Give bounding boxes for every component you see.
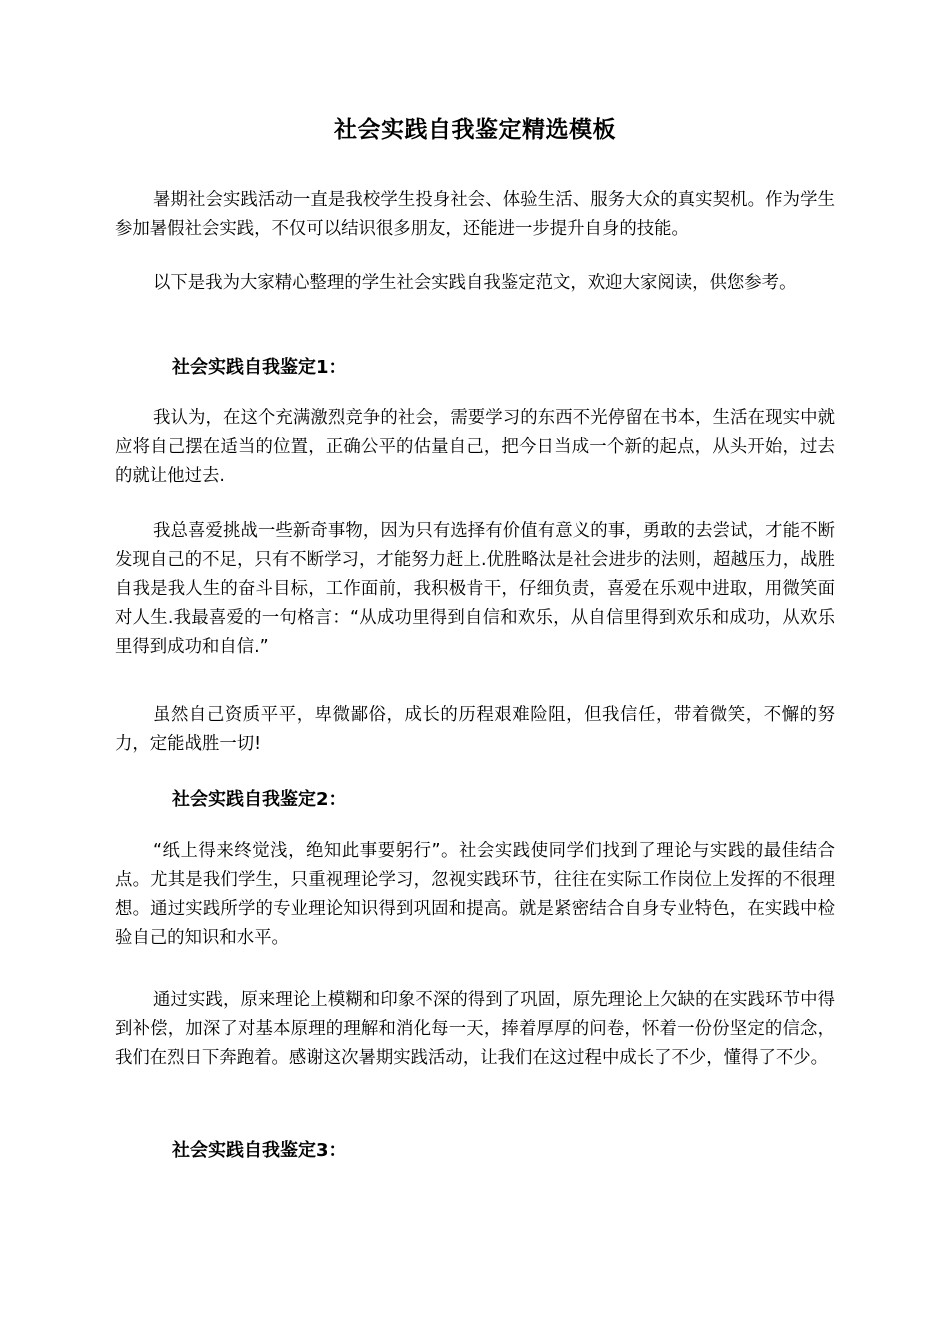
paragraph-section2-1: “纸上得来终觉浅，绝知此事要躬行”。社会实践使同学们找到了理论与实践的最佳结合点。尤其是我们学生，只重视理论学习，忽视实践环节，往往在实际工作岗位上发挥的不很理想。通过实践所学的专业理论知识得到巩固和提高。就是紧密结合自身专业特色，在实践中检验自己的知识和水平。 [115,841,835,948]
section-heading-1: 社会实践自我鉴定1： [172,357,347,378]
paragraph-section1-1: 我认为，在这个充满激烈竞争的社会，需要学习的东西不光停留在书本，生活在现实中就应将自己摆在适当的位置，正确公平的估量自己，把今日当成一个新的起点，从头开始，过去的就让他过去. [115,408,835,486]
paragraph-intro-1: 暑期社会实践活动一直是我校学生投身社会、体验生活、服务大众的真实契机。作为学生参加暑假社会实践，不仅可以结识很多朋友，还能进一步提升自身的技能。 [115,190,835,239]
paragraph-section1-3: 虽然自己资质平平，卑微鄙俗，成长的历程艰难险阻，但我信任，带着微笑，不懈的努力，定能战胜一切! [115,705,835,754]
paragraph-section1-2: 我总喜爱挑战一些新奇事物，因为只有选择有价值有意义的事，勇敢的去尝试，才能不断发现自己的不足，只有不断学习，才能努力赶上.优胜略汰是社会进步的法则，超越压力，战胜自我是我人生的奋斗目标，工作面前，我积极肯干，仔细负责，喜爱在乐观中进取，用微笑面对人生.我最喜爱的一句格言：“从成功里得到自信和欢乐，从自信里得到欢乐和成功，从欢乐里得到成功和自信.” [115,521,835,657]
section-heading-3: 社会实践自我鉴定3： [172,1140,347,1161]
document-title: 社会实践自我鉴定精选模板 [334,117,616,143]
paragraph-intro-2: 以下是我为大家精心整理的学生社会实践自我鉴定范文，欢迎大家阅读，供您参考。 [153,273,797,293]
paragraph-section2-2: 通过实践，原来理论上模糊和印象不深的得到了巩固，原先理论上欠缺的在实践环节中得到补偿，加深了对基本原理的理解和消化每一天，捧着厚厚的问卷，怀着一份份坚定的信念，我们在烈日下奔跑着。感谢这次暑期实践活动，让我们在这过程中成长了不少，懂得了不少。 [115,990,835,1068]
section-heading-2: 社会实践自我鉴定2： [172,789,347,810]
